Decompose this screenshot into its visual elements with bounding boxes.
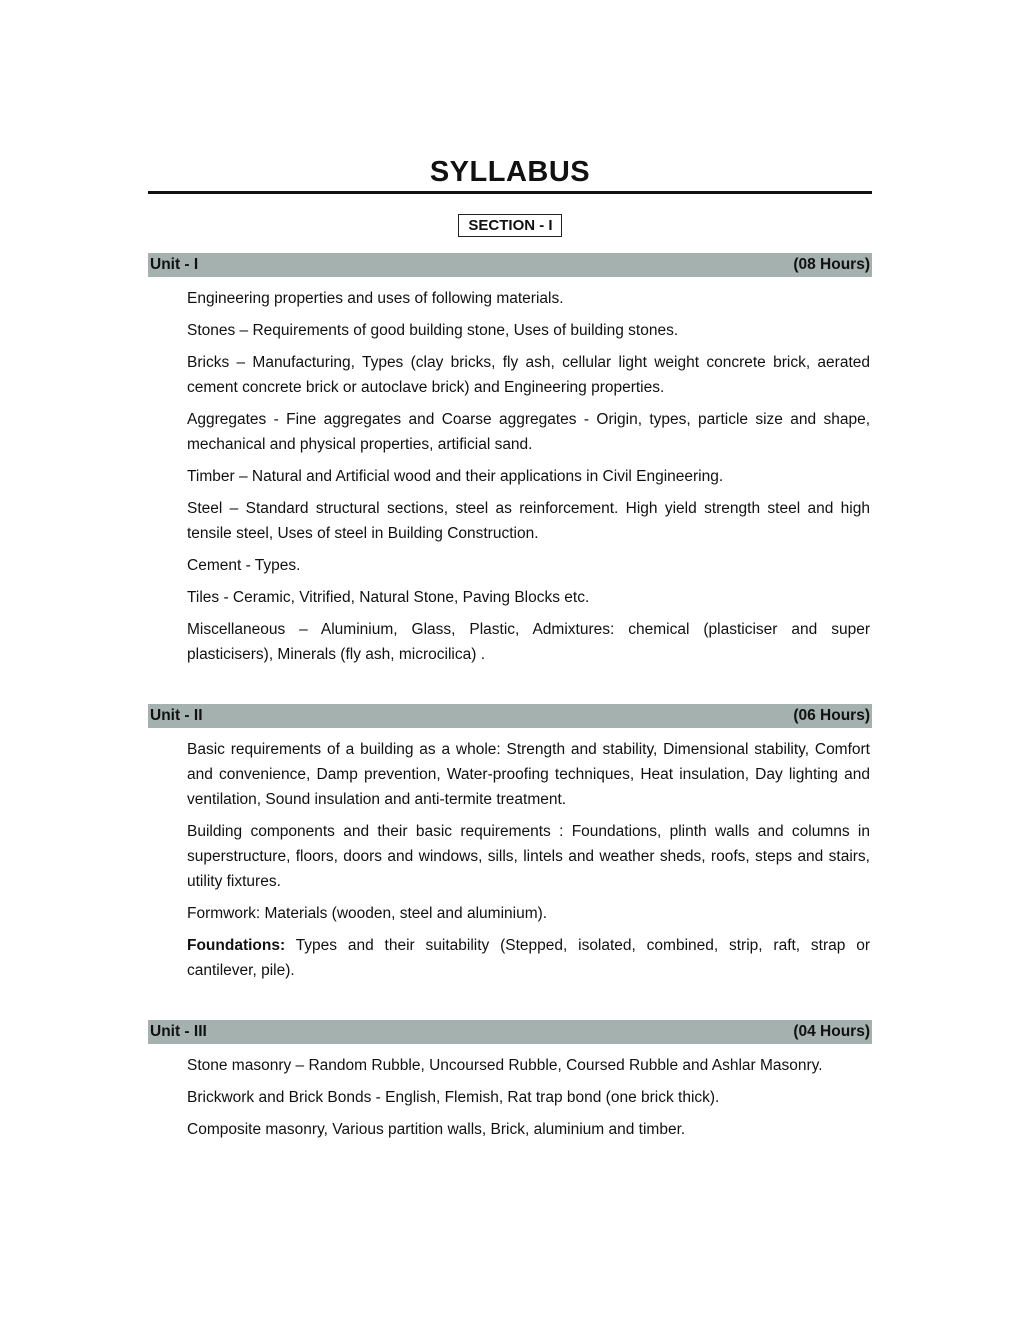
unit-block-1 (148, 253, 872, 667)
topic-item (187, 407, 870, 457)
topic-text: Stones – Requirements of good building stone, Uses of building stones. (187, 322, 679, 339)
topic-item (187, 933, 870, 983)
topic-text: Engineering properties and uses of following materials. (187, 290, 564, 307)
unit-hours: (06 Hours) (793, 707, 870, 724)
unit-topic-list (148, 737, 872, 983)
topic-item (187, 286, 870, 311)
section-label: SECTION - I (458, 214, 561, 237)
page-title: SYLLABUS (429, 156, 591, 188)
unit-hours: (08 Hours) (793, 256, 870, 273)
unit-label: Unit - I (150, 256, 199, 273)
topic-text: Building components and their basic requirements : Foundations, plinth walls and columns in superstructure, floors, doors and windows, sills, lintels and weather sheds, roofs, steps and stairs, utility fixtures. (187, 823, 870, 890)
topic-item (187, 617, 870, 667)
topic-text: Brickwork and Brick Bonds - English, Flemish, Rat trap bond (one brick thick). (187, 1089, 720, 1106)
topic-text: Tiles - Ceramic, Vitrified, Natural Stone, Paving Blocks etc. (187, 589, 590, 606)
topic-item (187, 737, 870, 812)
topic-text: Miscellaneous – Aluminium, Glass, Plastic, Admixtures: chemical (plasticiser and super plasticisers), Minerals (fly ash, microcilica) . (187, 621, 870, 663)
topic-item (187, 553, 870, 578)
unit-block-2 (148, 704, 872, 983)
section-heading-wrap (148, 214, 872, 238)
topic-item (187, 585, 870, 610)
topic-item (187, 901, 870, 926)
unit-hours: (04 Hours) (793, 1023, 870, 1040)
topic-text: Timber – Natural and Artificial wood and their applications in Civil Engineering. (187, 468, 724, 485)
syllabus-page (148, 150, 872, 1142)
topic-item (187, 819, 870, 894)
topic-item (187, 1053, 870, 1078)
topic-item (187, 1117, 870, 1142)
topic-text: Aggregates - Fine aggregates and Coarse aggregates - Origin, types, particle size and shape, mechanical and physical properties, artificial sand. (187, 411, 870, 453)
topic-item (187, 318, 870, 343)
topic-text: Cement - Types. (187, 557, 301, 574)
unit-label: Unit - II (150, 707, 203, 724)
unit-topic-list (148, 1053, 872, 1142)
unit-header-bar (148, 253, 872, 277)
topic-text: Stone masonry – Random Rubble, Uncoursed Rubble, Coursed Rubble and Ashlar Masonry. (187, 1057, 823, 1074)
topic-text: Steel – Standard structural sections, steel as reinforcement. High yield strength steel and high tensile steel, Uses of steel in Building Construction. (187, 500, 870, 542)
topic-text: Basic requirements of a building as a whole: Strength and stability, Dimensional stability, Comfort and convenience, Damp prevention, Water-proofing techniques, Heat insulation, Day lighting and ventilation, Sound insulation and anti-termite treatment. (187, 741, 870, 808)
topic-item (187, 464, 870, 489)
topic-item (187, 1085, 870, 1110)
unit-block-3 (148, 1020, 872, 1142)
topic-text: Bricks – Manufacturing, Types (clay bricks, fly ash, cellular light weight concrete brick, aerated cement concrete brick or autoclave brick) and Engineering properties. (187, 354, 870, 396)
unit-label: Unit - III (150, 1023, 207, 1040)
topic-text: Composite masonry, Various partition walls, Brick, aluminium and timber. (187, 1121, 686, 1138)
topic-item (187, 350, 870, 400)
unit-topic-list (148, 286, 872, 667)
topic-text: Formwork: Materials (wooden, steel and aluminium). (187, 905, 548, 922)
unit-header-bar (148, 1020, 872, 1044)
topic-lead: Foundations: (187, 937, 286, 954)
topic-text: Types and their suitability (Stepped, isolated, combined, strip, raft, strap or cantilever, pile). (187, 937, 870, 979)
unit-header-bar (148, 704, 872, 728)
topic-item (187, 496, 870, 546)
